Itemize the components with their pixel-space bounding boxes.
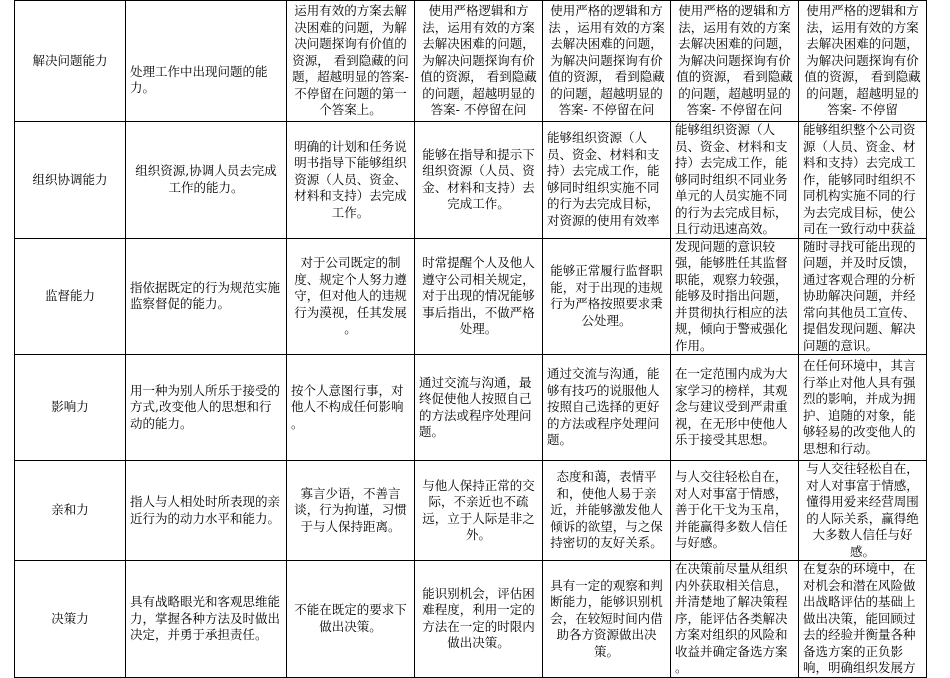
level-description: 与他人保持正常的交际，不亲近也不疏远，立于人际是非之外。	[415, 461, 543, 561]
level-description: 在一定范围内成为大家学习的榜样，其观念与建议受到严肃重视，在无形中使他人乐于接受其思想。	[671, 355, 799, 461]
level-description: 明确的计划和任务说明书指导下能够组织资源（人员、资金、材料和支持）去完成工作。	[287, 122, 415, 239]
level-description: 能够组织整个公司资源（人员、资金、材料和支持）去完成工作，能够同时组织不同机构实施不同的行为去完成目标，使公司在一致行动中获益	[799, 122, 927, 239]
table-row	[15, 461, 927, 561]
level-description: 能够在指导和提示下组织资源（人员、资金、材料和支持）去完成工作。	[415, 122, 543, 239]
level-description: 与人交往轻松自在，对人对事富于情感，善于化干戈为玉帛，并能赢得多数人信任与好感。	[671, 461, 799, 561]
level-description: 在任何环境中，其言行举止对他人具有强烈的影响，并成为拥护、追随的对象，能够轻易的改变他人的思想和行动。	[799, 355, 927, 461]
table-row	[15, 561, 927, 678]
level-description: 时常提醒个人及他人遵守公司相关规定，对于出现的情况能够事后指出，不做严格处理。	[415, 238, 543, 355]
competency-definition: 用一种为别人所乐于接受的方式,改变他人的思想和行动的能力。	[126, 355, 287, 461]
competency-table	[14, 0, 927, 678]
table-row	[15, 355, 927, 461]
level-description: 能够组织资源（人员、资金、材料和支持）去完成工作，能够同时组织实施不同的行为去完成目标，对资源的使用有效率	[543, 122, 671, 239]
competency-name: 亲和力	[15, 461, 126, 561]
competency-definition: 指人与人相处时所表现的亲近行为的动力水平和能力。	[126, 461, 287, 561]
level-description: 通过交流与沟通，能够有技巧的说服他人按照自己选择的更好的方法或程序处理问题。	[543, 355, 671, 461]
level-description: 按个人意图行事，对他人不构成任何影响 。	[287, 355, 415, 461]
level-description: 态度和蔼，表情平和，使他人易于亲近，并能够激发他人倾诉的欲望，与之保持密切的友好关系。	[543, 461, 671, 561]
level-description: 具有一定的观察和判断能力，能够识别机会，在较短时间内借助各方资源做出决策。	[543, 561, 671, 678]
table-row	[15, 238, 927, 355]
competency-definition: 组织资源,协调人员去完成工作的能力。	[126, 122, 287, 239]
level-description: 使用严格逻辑和方法，运用有效的方案去解决困难的问题，为解决问题探询有价值的资源， 看到隐藏的问题，超越明显的答案- 不停留在问	[415, 1, 543, 122]
level-description: 发现问题的意识较强，能够胜任其监督职能，观察力较强，能够及时指出问题，并贯彻执行相应的法规，倾向于警戒强化作用。	[671, 238, 799, 355]
level-description: 寡言少语，不善言谈，行为拘谨，习惯于与人保持距离。	[287, 461, 415, 561]
competency-name: 监督能力	[15, 238, 126, 355]
level-description: 运用有效的方案去解决困难的问题，为解决问题探询有价值的资源， 看到隐藏的问题，超越明显的答案- 不停留在问题的第一个答案上。	[287, 1, 415, 122]
level-description: 使用严格的逻辑和方法 ，运用有效的方案去解决困难的问题，为解决问题探询有价值的资源， 看到隐藏的问题，超越明显的答案- 不停留在问	[543, 1, 671, 122]
competency-definition: 处理工作中出现问题的能力。	[126, 1, 287, 122]
table-row	[15, 1, 927, 122]
level-description: 使用严格的逻辑和方法，运用有效的方案去解决困难的问题，为解决问题探询有价值的资源， 看到隐藏的问题，超越明显的答案- 不停留在问	[671, 1, 799, 122]
table-row	[15, 122, 927, 239]
level-description: 能够组织资源（人员、资金、材料和支持）去完成工作，能够同时组织不同业务单元的人员实施不同的行为去完成目标，且行动迅速高效。	[671, 122, 799, 239]
level-description: 与人交往轻松自在，对人对事富于情感，懂得用爱来经营周围的人际关系，赢得绝大多数人信任与好感。	[799, 461, 927, 561]
level-description: 在复杂的环境中，在对机会和潜在风险做出战略评估的基础上做出决策，能回顾过去的经验并衡量各种备选方案的正负影响，明确组织发展方	[799, 561, 927, 678]
competency-definition: 指依据既定的行为规范实施监察督促的能力。	[126, 238, 287, 355]
competency-name: 决策力	[15, 561, 126, 678]
level-description: 使用严格的逻辑和方法，运用有效的方案去解决困难的问题，为解决问题探询有价值的资源， 看到隐藏的问题，超越明显的答案- 不停留	[799, 1, 927, 122]
competency-name: 解决问题能力	[15, 1, 126, 122]
level-description: 通过交流与沟通，最终促使他人按照自己的方法或程序处理问题。	[415, 355, 543, 461]
level-description: 不能在既定的要求下做出决策。	[287, 561, 415, 678]
competency-definition: 具有战略眼光和客观思维能力，掌握各种方法及时做出决定，并勇于承担责任。	[126, 561, 287, 678]
competency-name: 组织协调能力	[15, 122, 126, 239]
level-description: 能识别机会，评估困难程度，利用一定的方法在一定的时限内做出决策。	[415, 561, 543, 678]
competency-name: 影响力	[15, 355, 126, 461]
level-description: 对于公司既定的制度、规定个人努力遵守，但对他人的违规行为漠视，任其发展 。	[287, 238, 415, 355]
level-description: 在决策前尽量从组织内外获取相关信息，并清楚地了解决策程序，能评估各类解决方案对组织的风险和收益并确定备选方案 。	[671, 561, 799, 678]
level-description: 随时寻找可能出现的问题，并及时反馈，通过客观合理的分析协助解决问题，并经常向其他员工宣传、提倡发现问题、解决问题的意识。	[799, 238, 927, 355]
level-description: 能够正常履行监督职能，对于出现的违规行为严格按照要求秉公处理。	[543, 238, 671, 355]
